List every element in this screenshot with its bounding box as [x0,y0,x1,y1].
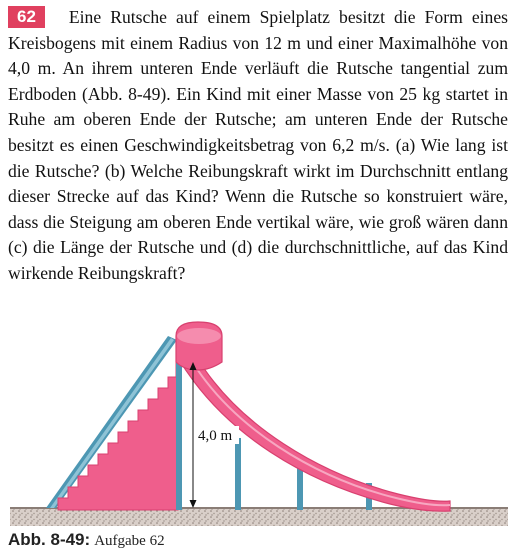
caption-text: Aufgabe 62 [94,533,165,549]
slide-figure [0,318,516,528]
support-pole-2 [235,438,241,510]
problem-text-block [8,5,508,287]
caption-label: Abb. 8-49: [8,530,91,549]
slide-illustration [0,318,516,528]
support-pole-1 [176,358,182,510]
support-pole-3 [297,466,303,510]
figure-caption [8,530,165,550]
height-label: 4,0 m [198,428,233,444]
dimension-arrow-bottom [190,500,197,508]
problem-statement: Eine Rutsche auf einem Spielplatz besitzt die Form eines Kreisbogens mit einem Radius von 12 m und einer Maximalhöhe von 4,0 m. An ihrem unteren Ende verläuft die Rutsche tangential zum Erdboden (Abb. 8-49). Ein Kind mit einer Masse von 25 kg startet in Ruhe am oberen Ende der Rutsche; am unteren Ende der Rutsche besitzt es einen Geschwindigkeitsbetrag von 6,2 m/s. (a) Wie lang ist die Rutsche? (b) Welche Reibungskraft wirkt im Durchschnitt entlang dieser Strecke auf das Kind? Wenn die Rutsche so konstruiert wäre, dass die Steigung am oberen Ende vertikal wäre, wie groß wären dann (c) die Länge der Rutsche und (d) die durchschnittliche, auf das Kind wirkende Reibungskraft? [8,7,508,283]
staircase [58,358,178,510]
problem-number-badge: 62 [8,6,45,28]
